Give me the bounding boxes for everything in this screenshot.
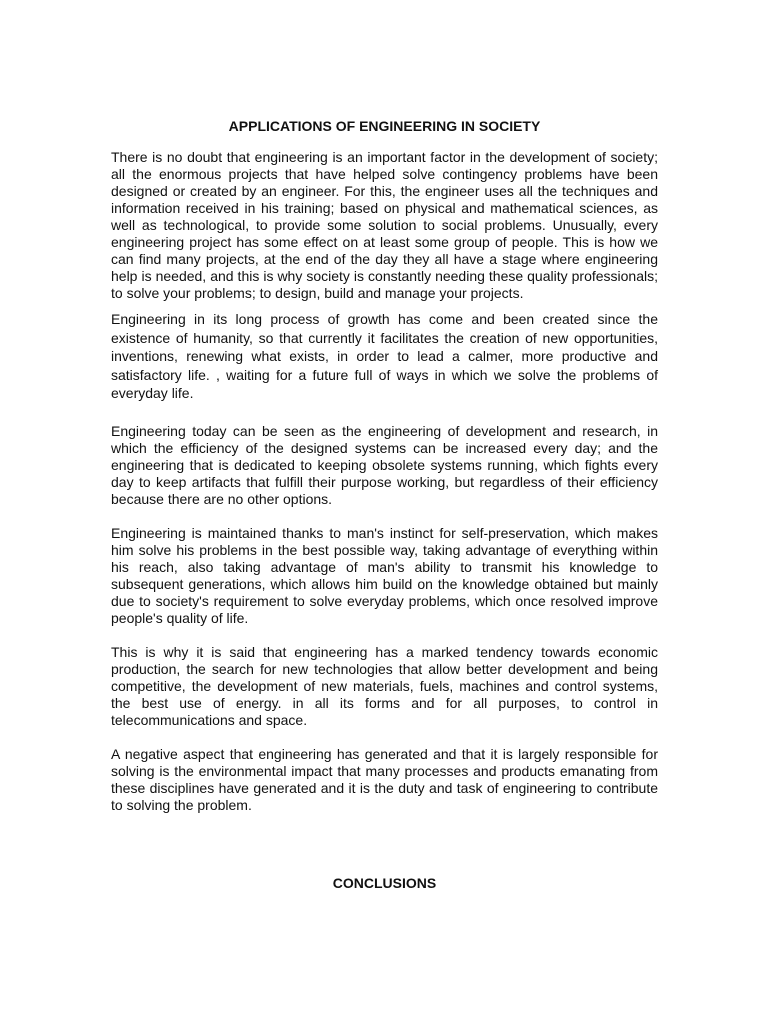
document-body — [111, 118, 658, 814]
document-title: APPLICATIONS OF ENGINEERING IN SOCIETY — [228, 118, 541, 134]
paragraph-6: A negative aspect that engineering has generated and that it is largely responsible for solving is the environmental impact that many processes and products emanating from these disciplines have generated and it is the duty and task of engineering to contribute to solving the problem. — [111, 745, 658, 813]
paragraph-4: Engineering is maintained thanks to man's instinct for self-preservation, which makes him solve his problems in the best possible way, taking advantage of everything within his reach, also taking advantage of man's ability to transmit his knowledge to subsequent generations, which allows him build on the knowledge obtained but mainly due to society's requirement to solve everyday problems, which once resolved improve people's quality of life. — [111, 524, 658, 626]
conclusions-heading: CONCLUSIONS — [332, 875, 437, 891]
paragraph-3: Engineering today can be seen as the engineering of development and research, in which the efficiency of the designed systems can be increased every day; and the engineering that is dedicated to keeping obsolete systems running, which fights every day to keep artifacts that fulfill their purpose working, but regardless of their efficiency because there are no other options. — [111, 422, 658, 507]
paragraph-2: Engineering in its long process of growth has come and been created since the existence of humanity, so that currently it facilitates the creation of new opportunities, inventions, renewing what exists, in order to lead a calmer, more productive and satisfactory life. , waiting for a future full of ways in which we solve the problems of everyday life. — [111, 311, 658, 401]
paragraph-5: This is why it is said that engineering has a marked tendency towards economic production, the search for new technologies that allow better development and being competitive, the development of new materials, fuels, machines and control systems, the best use of energy. in all its forms and for all purposes, to control in telecommunications and space. — [111, 643, 658, 728]
paragraph-1: There is no doubt that engineering is an important factor in the development of society; all the enormous projects that have helped solve contingency problems have been designed or created by an engineer. For this, the engineer uses all the techniques and information received in his training; based on physical and mathematical sciences, as well as technological, to provide some solution to social problems. Unusually, every engineering project has some effect on at least some group of people. This is how we can find many projects, at the end of the day they all have a stage where engineering help is needed, and this is why society is constantly needing these quality professionals; to solve your problems; to design, build and manage your projects. — [111, 149, 658, 301]
